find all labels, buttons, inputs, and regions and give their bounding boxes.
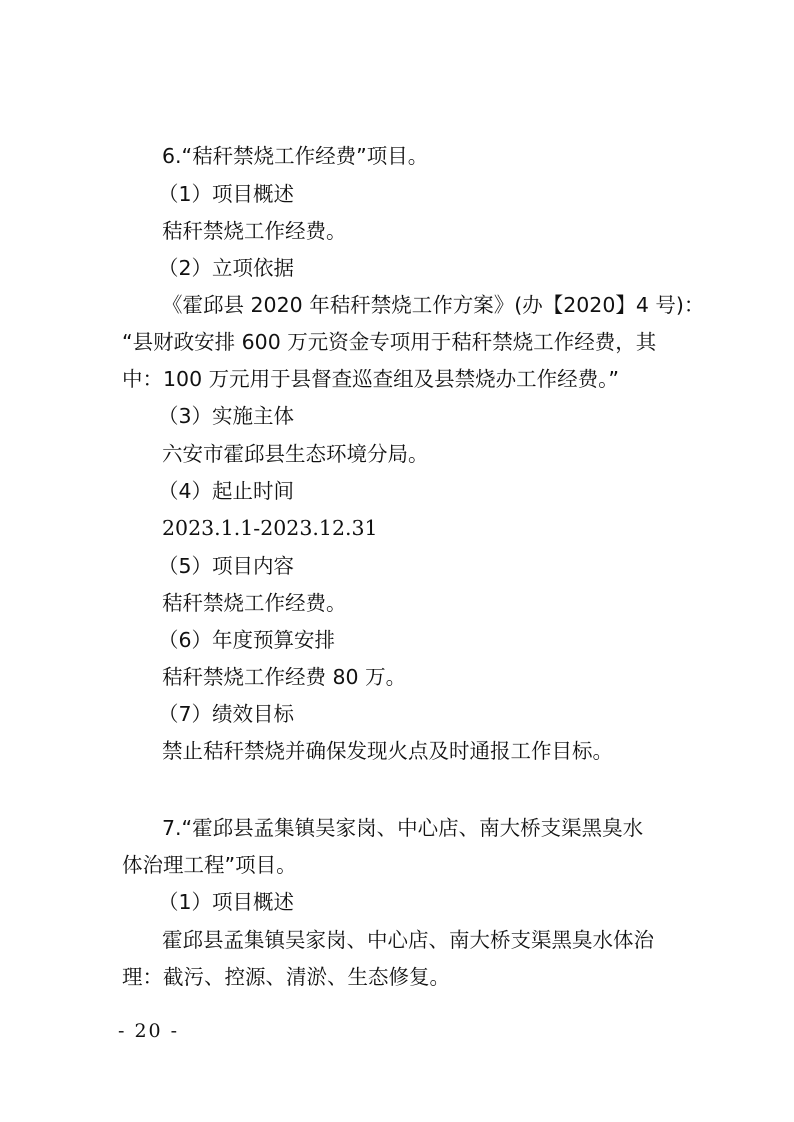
section-6-basis-label: （2）立项依据 [158, 256, 295, 280]
section-6-entity-text: 六安市霍邱县生态环境分局。 [162, 442, 429, 466]
section-6-basis-text-2: “县财政安排 600 万元资金专项用于秸秆禁烧工作经费，其 [122, 330, 657, 354]
section-6-goal-label: （7）绩效目标 [158, 702, 295, 726]
section-6-entity-label: （3）实施主体 [158, 404, 295, 428]
section-6-period-text: 2023.1.1-2023.12.31 [162, 516, 378, 540]
section-6-basis-text-3: 中：100 万元用于县督查巡查组及县禁烧办工作经费。” [122, 367, 620, 391]
page-number: - 20 - [118, 1020, 180, 1042]
section-6-content-text: 秸秆禁烧工作经费。 [162, 591, 347, 615]
section-6-overview-text: 秸秆禁烧工作经费。 [162, 219, 347, 243]
section-7-heading-1: 7.“霍邱县孟集镇吴家岗、中心店、南大桥支渠黑臭水 [162, 816, 644, 840]
section-6-goal-text: 禁止秸秆禁烧并确保发现火点及时通报工作目标。 [162, 739, 613, 763]
section-6-budget-label: （6）年度预算安排 [158, 628, 336, 652]
section-6-content-label: （5）项目内容 [158, 554, 295, 578]
section-6-period-label: （4）起止时间 [158, 479, 295, 503]
section-7-heading-2: 体治理工程”项目。 [122, 853, 297, 877]
section-6-basis-text-1: 《霍邱县 2020 年秸秆禁烧工作方案》(办【2020】4 号)： [162, 293, 705, 317]
section-6-heading: 6.“秸秆禁烧工作经费”项目。 [162, 144, 429, 168]
section-7-overview-text-1: 霍邱县孟集镇吴家岗、中心店、南大桥支渠黑臭水体治 [162, 928, 654, 952]
section-7-overview-label: （1）项目概述 [158, 890, 295, 914]
section-7-overview-text-2: 理：截污、控源、清淤、生态修复。 [122, 965, 450, 989]
section-6-budget-text: 秸秆禁烧工作经费 80 万。 [162, 665, 407, 689]
section-6-overview-label: （1）项目概述 [158, 182, 295, 206]
